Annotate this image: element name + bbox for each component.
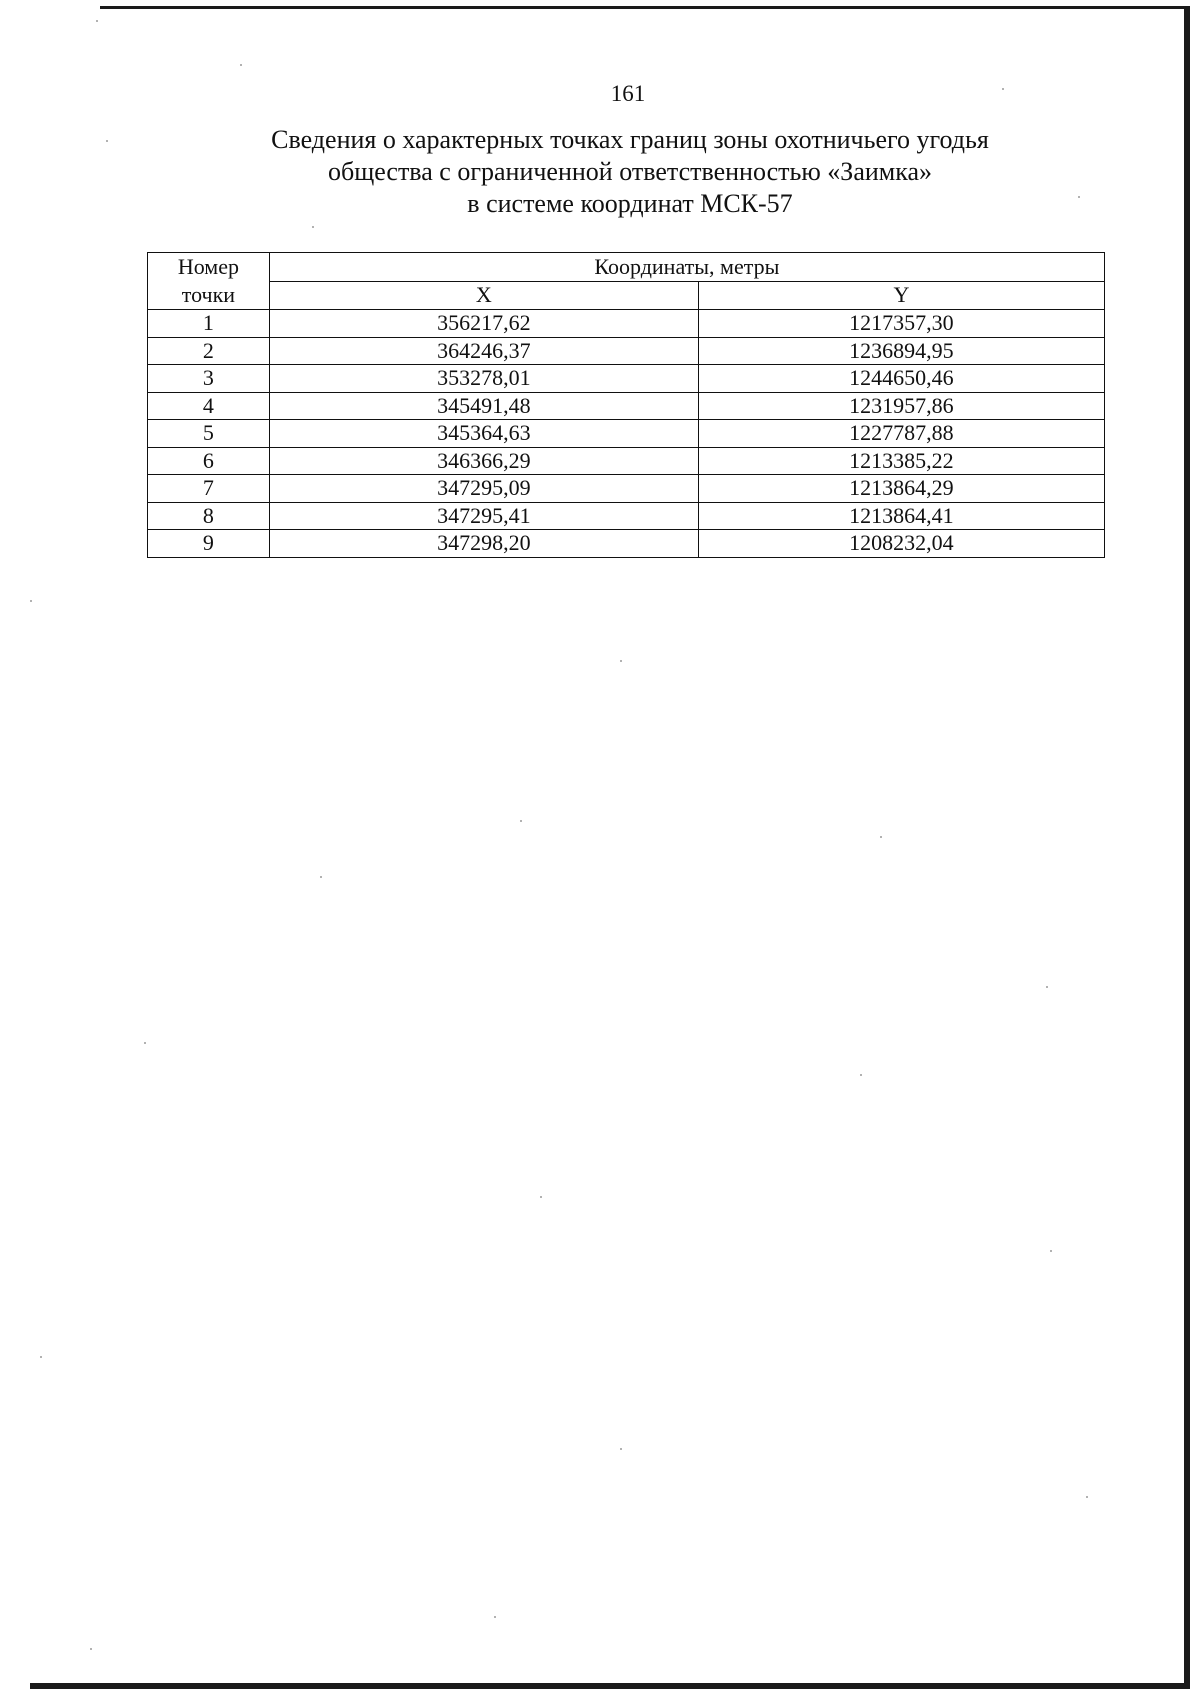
x-coordinate-cell: 347295,41 [269,502,698,530]
scan-speckle [494,1616,496,1618]
x-coordinate-cell: 356217,62 [269,310,698,338]
scan-border-top [100,6,1185,9]
y-coordinate-cell: 1227787,88 [698,420,1104,448]
scan-speckle [30,600,32,602]
scan-speckle [1086,1496,1088,1498]
header-point-line-2: точки [181,282,236,307]
scan-speckle [144,1042,146,1044]
table-row [148,310,1105,338]
scan-speckle [312,226,314,228]
header-y: Y [698,281,1104,310]
scan-speckle [106,140,108,142]
y-coordinate-cell: 1236894,95 [698,337,1104,365]
point-number-cell: 4 [148,392,270,420]
table-row [148,447,1105,475]
x-coordinate-cell: 345491,48 [269,392,698,420]
table-subheader-row [148,281,1105,310]
scan-speckle [880,836,882,838]
header-point-number [148,253,270,310]
x-coordinate-cell: 347298,20 [269,530,698,558]
scan-speckle [520,820,522,822]
table-body [148,310,1105,558]
scan-border-right [1184,6,1190,1686]
scan-speckle [540,1196,542,1198]
table-row [148,420,1105,448]
table-row [148,392,1105,420]
x-coordinate-cell: 347295,09 [269,475,698,503]
scan-speckle [620,1448,622,1450]
title-line-2: общества с ограниченной ответственностью «Заимка» [327,157,933,186]
header-coordinates: Координаты, метры [269,253,1104,282]
point-number-cell: 2 [148,337,270,365]
point-number-cell: 7 [148,475,270,503]
point-number-cell: 1 [148,310,270,338]
table-row [148,502,1105,530]
scan-speckle [860,1074,862,1076]
title-line-1: Сведения о характерных точках границ зоны охотничьего угодья [271,125,989,154]
table-row [148,475,1105,503]
title-line-3: в системе координат МСК-57 [467,189,793,218]
y-coordinate-cell: 1231957,86 [698,392,1104,420]
scan-speckle [1078,196,1080,198]
point-number-cell: 5 [148,420,270,448]
point-number-cell: 9 [148,530,270,558]
scan-speckle [40,1356,42,1358]
y-coordinate-cell: 1244650,46 [698,365,1104,393]
x-coordinate-cell: 364246,37 [269,337,698,365]
scan-speckle [1050,1250,1052,1252]
scan-speckle [96,20,98,22]
y-coordinate-cell: 1213864,29 [698,475,1104,503]
x-coordinate-cell: 353278,01 [269,365,698,393]
header-x: X [269,281,698,310]
page-number: 161 [610,81,646,106]
table-row [148,337,1105,365]
x-coordinate-cell: 345364,63 [269,420,698,448]
y-coordinate-cell: 1213864,41 [698,502,1104,530]
point-number-cell: 6 [148,447,270,475]
coordinates-table [147,252,1105,558]
scan-speckle [1002,88,1004,90]
table-row [148,365,1105,393]
table-row [148,530,1105,558]
scan-speckle [1046,986,1048,988]
y-coordinate-cell: 1213385,22 [698,447,1104,475]
scan-speckle [90,1648,92,1650]
point-number-cell: 3 [148,365,270,393]
table-header-row [148,253,1105,282]
y-coordinate-cell: 1208232,04 [698,530,1104,558]
scan-speckle [620,660,622,662]
header-point-line-1: Номер [177,254,239,279]
x-coordinate-cell: 346366,29 [269,447,698,475]
y-coordinate-cell: 1217357,30 [698,310,1104,338]
document-title [180,124,1080,220]
scan-border-bottom [30,1683,1190,1689]
point-number-cell: 8 [148,502,270,530]
scan-speckle [320,876,322,878]
scan-speckle [240,64,242,66]
